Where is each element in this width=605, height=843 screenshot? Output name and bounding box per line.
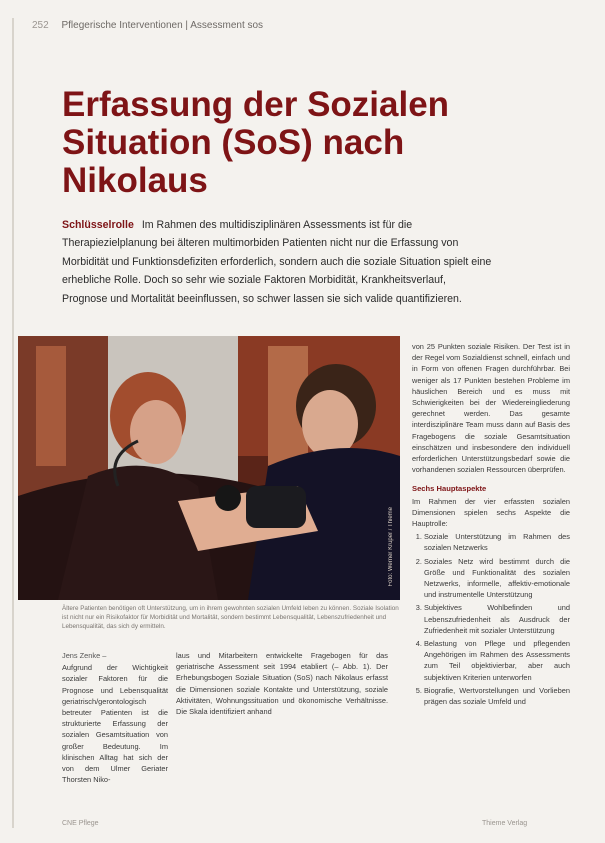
body-column-2 [176,650,388,717]
running-head [32,20,263,31]
lead-keyword: Schlüsselrolle [62,219,134,231]
body-text-col1: Aufgrund der Wichtigkeit sozialer Faktoren für die Prognose und Lebensqualität geriatrisch/gerontologisch betreuter Patienten ist die strukturierte Erfassung der sozialen Gesamtsituation von großer Bedeutung. Im klinischen Alltag hat sich der von dem Ulmer Geriater Thorsten Niko- [62,663,168,785]
list-item: 3. Subjektives Wohlbefinden und Lebenszufriedenheit als Ausdruck der Zufriedenheit mit sozialer Unterstützung [424,602,570,636]
author-line: Jens Zenke – [62,651,107,660]
running-head-text: Pflegerische Interventionen | Assessment sos [61,20,264,31]
body-text-col2: laus und Mitarbeitern entwickelte Fragebogen für das geriatrische Assessment seit 1994 etabliert (– Abb. 1). Der Erhebungsbogen Soziale Situation (SoS) nach Nikolaus erfasst die Dimensionen soziale Kontakte und Unterstützung, soziale Aktivitäten, Wohnungssituation und ökonomische Verhältnisse. Die Skala identifiziert anhand [176,651,388,717]
list-item: 1. Soziale Unterstützung im Rahmen des sozialen Netzwerks [424,531,570,553]
photo-illustration [18,336,400,600]
photo-caption: Ältere Patienten benötigen oft Unterstützung, um in ihrem gewohnten sozialen Umfeld leben zu können. Soziale Isolation ist nicht nur ein Risikofaktor für Morbidität und Mortalität, sondern bestimmt Lebensqualität, Lebenszufriedenheit und Lebensqualität, das sich dy ermitteln. [62,605,399,630]
article-lead [62,216,492,308]
page-edge [12,18,14,828]
body-column-1 [62,650,168,785]
section-intro: Im Rahmen der vier erfassten sozialen Dimensionen spielen sechs Aspekte die Hauptrolle: [412,496,570,529]
list-item: 4. Belastung von Pflege und pflegenden Angehörigen im Rahmen des Assessments zum Teil objektivierbar, aber auch subjektiven Kriterien unterworfen [424,638,570,683]
list-item: 5. Biografie, Wertvorstellungen und Vorlieben prägen das soziale Umfeld und [424,685,570,707]
list-item: 2. Soziales Netz wird bestimmt durch die Größe und Funktionalität des sozialen Netzwerks, informelle, affektiv-emotionale und instrumentelle Unterstützung [424,556,570,601]
aspects-list [412,531,570,707]
body-text-col3: von 25 Punkten soziale Risiken. Der Test ist in der Regel vom Sozialdienst schnell, einfach und in Form von offenen Fragen durchführbar. Bei weniger als 17 Punkten bestehen Probleme im häuslichen Bereich und es muss mit Schwierigkeiten bei der Wiedereingliederung gerechnet werden. Das gesamte interdisziplinäre Team muss dann auf Basis des Fragebogens die soziale Gesamtsituation einschätzen und insbesondere den individuell erforderlichen Unterstützungsbedarf sowie die vorhandenen sozialen Ressourcen überprüfen. [412,342,570,475]
footer-left: CNE Pflege [62,820,99,827]
footer-right: Thieme Verlag [482,820,528,827]
body-column-3 [412,341,570,709]
section-heading: Sechs Hauptaspekte [412,484,487,494]
lead-text: Im Rahmen des multidisziplinären Assessments ist für die Therapiezielplanung bei älteren multimorbiden Patienten nicht nur die Erfassung von Morbidität und Funktionsdefiziten erforderlich, sondern auch die soziale Situation spielt eine erhebliche Rolle. Doch so sehr wie soziale Faktoren Morbidität, Krankheitsverlauf, Prognose und Mortalität beeinflussen, so schwer lassen sie sich valide quantifizieren. [62,219,492,305]
page-number: 252 [32,20,49,31]
article-title: Erfassung der Sozialen Situation (SoS) nach Nikolaus [62,85,450,200]
article-photo [18,336,400,600]
photo-credit: Foto: Werner Krüper / Thieme [388,506,394,586]
